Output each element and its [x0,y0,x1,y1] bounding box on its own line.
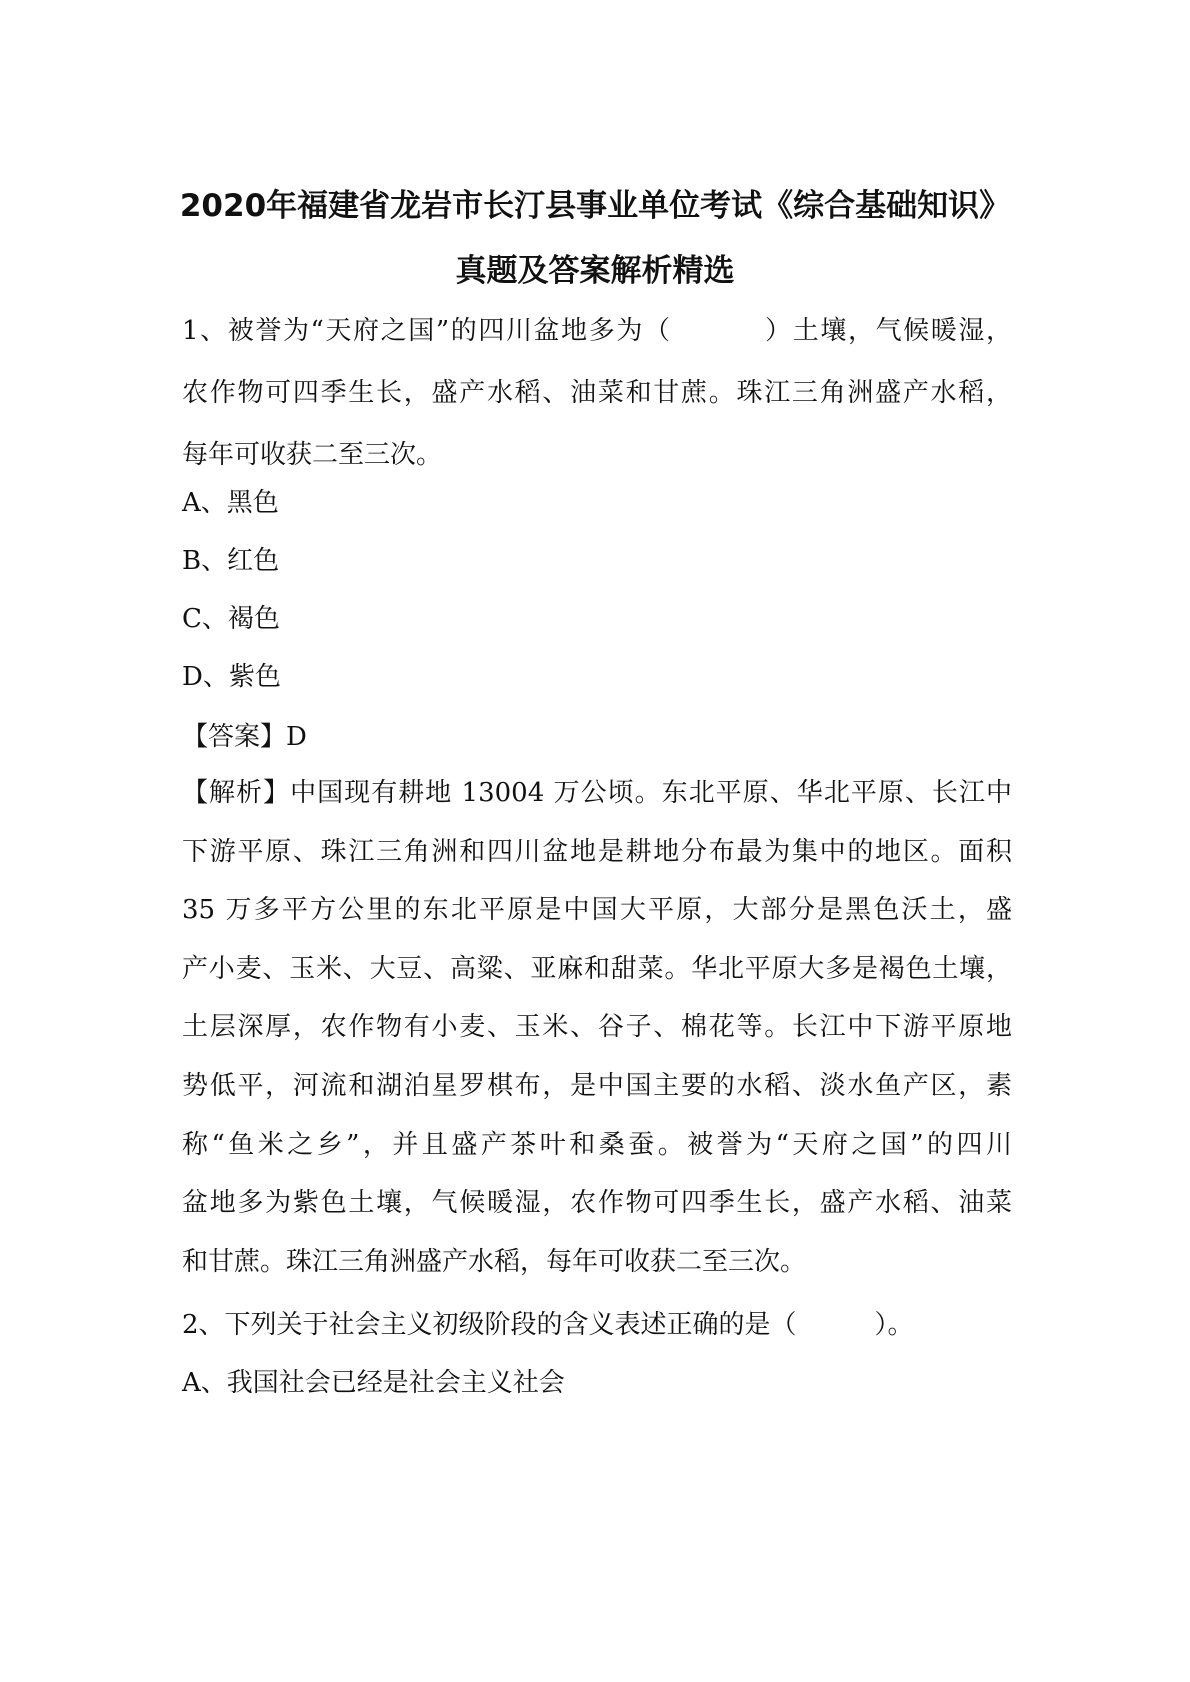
document-title-line2: 真题及答案解析精选 [455,253,735,289]
question-1-stem-line2: 农作物可四季生长，盛产水稻、油菜和甘蔗。珠江三角洲盛产水稻， [182,378,1012,408]
analysis-line: 称“鱼米之乡”，并且盛产茶叶和桑蚕。被誉为“天府之国”的四川 [182,1129,1012,1160]
analysis-line: 【解析】中国现有耕地 13004 万公顷。东北平原、华北平原、长江中 [182,778,1012,808]
question-2-stem [182,1294,1012,1356]
analysis-line: 势低平，河流和湖泊星罗棋布，是中国主要的水稻、淡水鱼产区，素 [182,1070,1012,1101]
question-1-stem-part-a: 1、被誉为“天府之国”的四川盆地多为（ [182,316,672,346]
analysis-line: 和甘蔗。珠江三角洲盛产水稻，每年可收获二至三次。 [182,1246,807,1277]
question-1-answer: 【答案】D [182,722,307,752]
question-2-stem-part-a: 2、下列关于社会主义初级阶段的含义表述正确的是（ [182,1310,797,1340]
analysis-line: 下游平原、珠江三角洲和四川盆地是耕地分布最为集中的地区。面积 [182,836,1012,867]
question-1-stem-part-b: ）土壤，气候暖湿， [763,316,1012,346]
analysis-line: 35 万多平方公里的东北平原是中国大平原，大部分是黑色沃土，盛 [182,895,1012,926]
analysis-line: 盆地多为紫色土壤，气候暖湿，农作物可四季生长，盛产水稻、油菜 [182,1188,1012,1219]
question-1-stem-line1 [182,300,1012,362]
question-1-option-d: D、紫色 [182,662,281,692]
question-1 [182,300,1012,486]
analysis-line: 土层深厚，农作物有小麦、玉米、谷子、棉花等。长江中下游平原地 [182,1012,1012,1043]
question-1-option-b: B、红色 [182,546,280,576]
document-title-line1: 2020年福建省龙岩市长汀县事业单位考试《综合基础知识》 [179,188,1011,224]
question-2-stem-part-b: ）。 [874,1310,914,1340]
analysis-line: 产小麦、玉米、大豆、高粱、亚麻和甜菜。华北平原大多是褐色土壤， [182,953,1012,984]
question-2-option-a: A、我国社会已经是社会主义社会 [182,1368,565,1398]
question-1-stem-line3: 每年可收获二至三次。 [182,440,443,470]
question-1-option-a: A、黑色 [182,488,279,518]
question-1-option-c: C、褐色 [182,604,280,634]
question-2-stem-line [182,1294,1012,1356]
question-1-analysis [182,764,1012,1291]
